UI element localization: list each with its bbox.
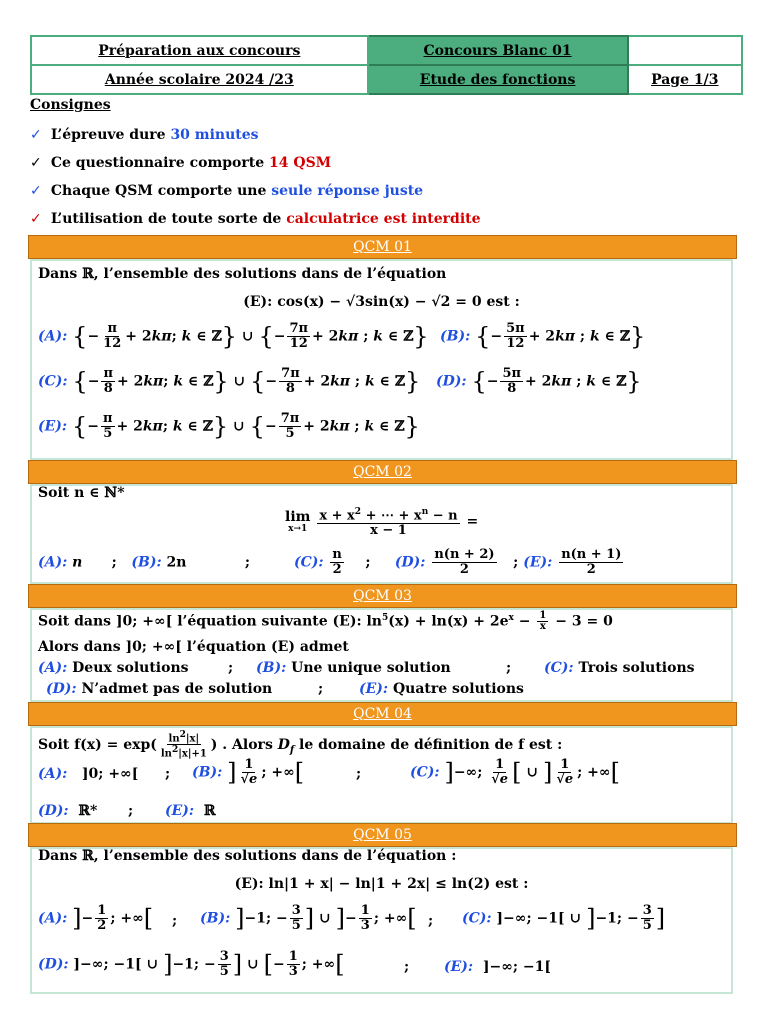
check-icon: ✓ bbox=[30, 127, 42, 143]
header-prep: Préparation aux concours bbox=[31, 36, 368, 65]
qcm-03-option-e[interactable]: (E): Quatre solutions bbox=[359, 681, 524, 697]
qcm-03-separator: ; bbox=[318, 681, 324, 697]
qcm-01-option-e[interactable]: (E): {− $\frac{\pi}{5}$ + 2kπ; k ∈ ℤ} ∪ {− $\frac{7\pi}{5}$ + 2kπ ; k ∈ ℤ} bbox=[38, 411, 420, 441]
qcm-04-separator: ; bbox=[165, 766, 171, 782]
instructions-title: Consignes bbox=[30, 97, 111, 113]
qcm-05-separator: ; bbox=[428, 913, 434, 929]
instruction-item: ✓ L’utilisation de toute sorte de calculatrice est interdite bbox=[30, 205, 481, 233]
qcm-04-option-e[interactable]: (E): ℝ bbox=[165, 803, 216, 819]
header-year: Année scolaire 2024 /23 bbox=[31, 65, 368, 94]
qcm-02-title: QCM 02 bbox=[28, 460, 737, 484]
header-empty bbox=[628, 36, 742, 65]
qcm-05-stem: Dans ℝ, l’ensemble des solutions dans de l’équation : bbox=[38, 848, 457, 864]
qcm-03-option-a[interactable]: (A): Deux solutions bbox=[38, 660, 189, 676]
qcm-03-separator: ; bbox=[228, 660, 234, 676]
qcm-05-option-c[interactable]: (C): ]−∞; −1[ ∪ ]−1; − $\frac{3}{5}$ ] bbox=[462, 903, 666, 933]
qcm-02-options[interactable]: (A): n ; (B): 2n ; (C): $\frac{n}{2}$ ; (D): $\frac{n(n + 2)}{2}$ ; (E): $\frac{n(n + 1)}{2}$ bbox=[38, 547, 622, 577]
qcm-04-title: QCM 04 bbox=[28, 702, 737, 726]
check-icon: ✓ bbox=[30, 183, 42, 199]
qcm-01-title: QCM 01 bbox=[28, 235, 737, 259]
qcm-03-option-d[interactable]: (D): N’admet pas de solution bbox=[46, 681, 273, 697]
qcm-03-stem: Soit dans ]0; +∞[ l’équation suivante (E): $\ln^5(x) + \ln(x) + 2e^x$ − $\frac{1}{x}$ − 3 = 0 bbox=[38, 610, 613, 632]
qcm-05-separator: ; bbox=[404, 959, 410, 975]
check-icon: ✓ bbox=[30, 155, 42, 171]
qcm-04-stem: Soit f(x) = exp( $\frac{\ln^2|x|}{\ln^2|x|+1}$ ) . Alors $D_f$ le domaine de définition de f est : bbox=[38, 730, 563, 760]
qcm-05-option-e[interactable]: (E): ]−∞; −1[ bbox=[444, 959, 551, 975]
qcm-05-option-d[interactable]: (D): ]−∞; −1[ ∪ ]−1; − $\frac{3}{5}$ ] ∪ [− $\frac{1}{3}$ ; +∞[ bbox=[38, 949, 345, 979]
qcm-01-option-a[interactable]: (A): {− $\frac{\pi}{12}$ + 2kπ; k ∈ ℤ} ∪ {− $\frac{7\pi}{12}$ + 2kπ ; k ∈ ℤ} bbox=[38, 321, 429, 351]
qcm-04-option-b[interactable]: (B): ] $\frac{1}{√e}$ ; +∞[ bbox=[192, 757, 305, 787]
header-table bbox=[30, 35, 743, 95]
qcm-03-option-b[interactable]: (B): Une unique solution bbox=[256, 660, 451, 676]
qcm-05-option-b[interactable]: (B): ]−1; − $\frac{3}{5}$ ] ∪ ]− $\frac{1}{3}$ ; +∞[ bbox=[200, 903, 417, 933]
check-icon: ✓ bbox=[30, 211, 42, 227]
instruction-item: ✓ Ce questionnaire comporte 14 QSM bbox=[30, 149, 481, 177]
instruction-item: ✓ Chaque QSM comporte une seule réponse juste bbox=[30, 177, 481, 205]
qcm-01-option-d[interactable]: (D): {− $\frac{5\pi}{8}$ + 2kπ ; k ∈ ℤ} bbox=[436, 366, 642, 396]
header-concours: Concours Blanc 01 bbox=[368, 36, 628, 65]
qcm-03-title: QCM 03 bbox=[28, 584, 737, 608]
qcm-04-option-c[interactable]: (C): ]−∞; $\frac{1}{√e}$ [ ∪ ] $\frac{1}{√e}$ ; +∞[ bbox=[410, 757, 620, 787]
qcm-05-separator: ; bbox=[172, 913, 178, 929]
qcm-04-separator: ; bbox=[356, 766, 362, 782]
qcm-05-equation: (E): ln|1 + x| − ln|1 + 2x| ≤ ln(2) est : bbox=[234, 876, 529, 892]
qcm-01-option-c[interactable]: (C): {− $\frac{\pi}{8}$ + 2kπ; k ∈ ℤ} ∪ {− $\frac{7\pi}{8}$ + 2kπ ; k ∈ ℤ} bbox=[38, 366, 421, 396]
qcm-05-title: QCM 05 bbox=[28, 823, 737, 847]
header-topic: Etude des fonctions bbox=[368, 65, 628, 94]
qcm-02-stem: Soit n ∈ ℕ* bbox=[38, 485, 125, 501]
qcm-04-option-d[interactable]: (D): ℝ* bbox=[38, 803, 98, 819]
qcm-03-stem-2: Alors dans ]0; +∞[ l’équation (E) admet bbox=[38, 639, 349, 655]
qcm-01-stem: Dans ℝ, l’ensemble des solutions dans de l’équation bbox=[38, 266, 447, 282]
instructions bbox=[30, 97, 481, 233]
qcm-04-option-a[interactable]: (A): ]0; +∞[ bbox=[38, 766, 139, 782]
qcm-01-equation: (E): cos(x) − √3sin(x) − √2 = 0 est : bbox=[243, 294, 520, 310]
qcm-03-separator: ; bbox=[506, 660, 512, 676]
qcm-04-separator: ; bbox=[128, 803, 134, 819]
qcm-05-option-a[interactable]: (A): ]− $\frac{1}{2}$ ; +∞[ bbox=[38, 903, 154, 933]
qcm-03-option-c[interactable]: (C): Trois solutions bbox=[544, 660, 695, 676]
header-page: Page 1/3 bbox=[628, 65, 742, 94]
qcm-01-option-b[interactable]: (B): {− $\frac{5\pi}{12}$ + 2kπ ; k ∈ ℤ} bbox=[440, 321, 646, 351]
qcm-02-limit: lim x→1 $\frac{x + x^2 + \cdots + x^n - n}{x - 1}$ = bbox=[285, 507, 479, 539]
instruction-item: ✓ L’épreuve dure 30 minutes bbox=[30, 121, 481, 149]
